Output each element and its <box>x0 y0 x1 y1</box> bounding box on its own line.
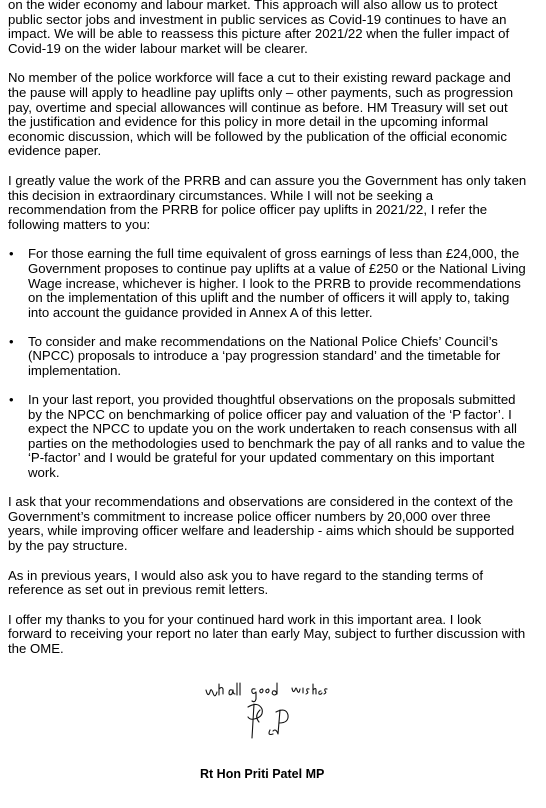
list-item-text: In your last report, you provided thoughtful observations on the proposals submitted by the NPCC on benchmarking of police officer pay and valuation of the ‘P factor’. I expect the NPCC to update you on the work undertaken to reach consensus with all parties on the methodologies used to benchmark the pay of all ranks and to value the ‘P-factor’ and I would be grateful for your updated commentary on this important work. <box>28 392 526 481</box>
paragraph-terms-of-reference: As in previous years, I would also ask you to have regard to the standing terms of reference as set out in previous remit letters. <box>8 567 484 598</box>
handwritten-signature <box>200 680 350 752</box>
paragraph-officer-numbers: I ask that your recommendations and observations are considered in the context of the Government’s commitment to increase police officer numbers by 20,000 over three years, while improving officer welfare and leadership - aims which should be supported by the pay structure. <box>8 494 515 553</box>
bullet-icon: • <box>9 333 14 349</box>
list-item-text: To consider and make recommendations on the National Police Chiefs’ Council’s (NPCC) proposals to introduce a ‘pay progression standard’ and the timetable for implementation. <box>28 333 501 378</box>
letter-body <box>8 0 528 671</box>
paragraph-economy: on the wider economy and labour market. This approach will also allow us to protect public sector jobs and investment in public services as Covid-19 continues to have an impact. We will be able to reassess this picture after 2021/22 when the fuller impact of Covid-19 on the wider labour market will be clearer. <box>8 0 510 56</box>
list-item <box>8 335 528 379</box>
bullet-icon: • <box>9 392 14 408</box>
paragraph-prrb-value: I greatly value the work of the PRRB and can assure you the Government has only taken this decision in extraordinary circumstances. While I will not be seeking a recommendation from the PRRB for police officer pay uplifts in 2021/22, I refer the following matters to you: <box>8 172 527 232</box>
list-item <box>8 247 528 320</box>
list-item-text: For those earning the full time equivalent of gross earnings of less than £24,000, the Government proposes to continue pay uplifts at a value of £250 or the National Living Wage increase, whichever is higher. I look to the PRRB to provide recommendations on the implementation of this uplift and the number of officers it will apply to, taking into account the guidance provided in Annex A of this letter. <box>28 246 526 320</box>
signatory-name: Rt Hon Priti Patel MP <box>200 767 325 781</box>
paragraph-workforce: No member of the police workforce will face a cut to their existing reward package and the pause will apply to headline pay uplifts only – other payments, such as progression pay, overtime and special allowances will continue as before. HM Treasury will set out the justification and evidence for this policy in more detail in the upcoming informal economic discussion, which will be followed by the publication of the official economic evidence paper. <box>8 70 514 159</box>
paragraph-closing: I offer my thanks to you for your continued hard work in this important area. I look forward to receiving your report no later than early May, subject to further discussion with the OME. <box>8 611 526 656</box>
remit-matters-list <box>8 247 528 480</box>
bullet-icon: • <box>9 246 14 262</box>
list-item <box>8 393 528 481</box>
